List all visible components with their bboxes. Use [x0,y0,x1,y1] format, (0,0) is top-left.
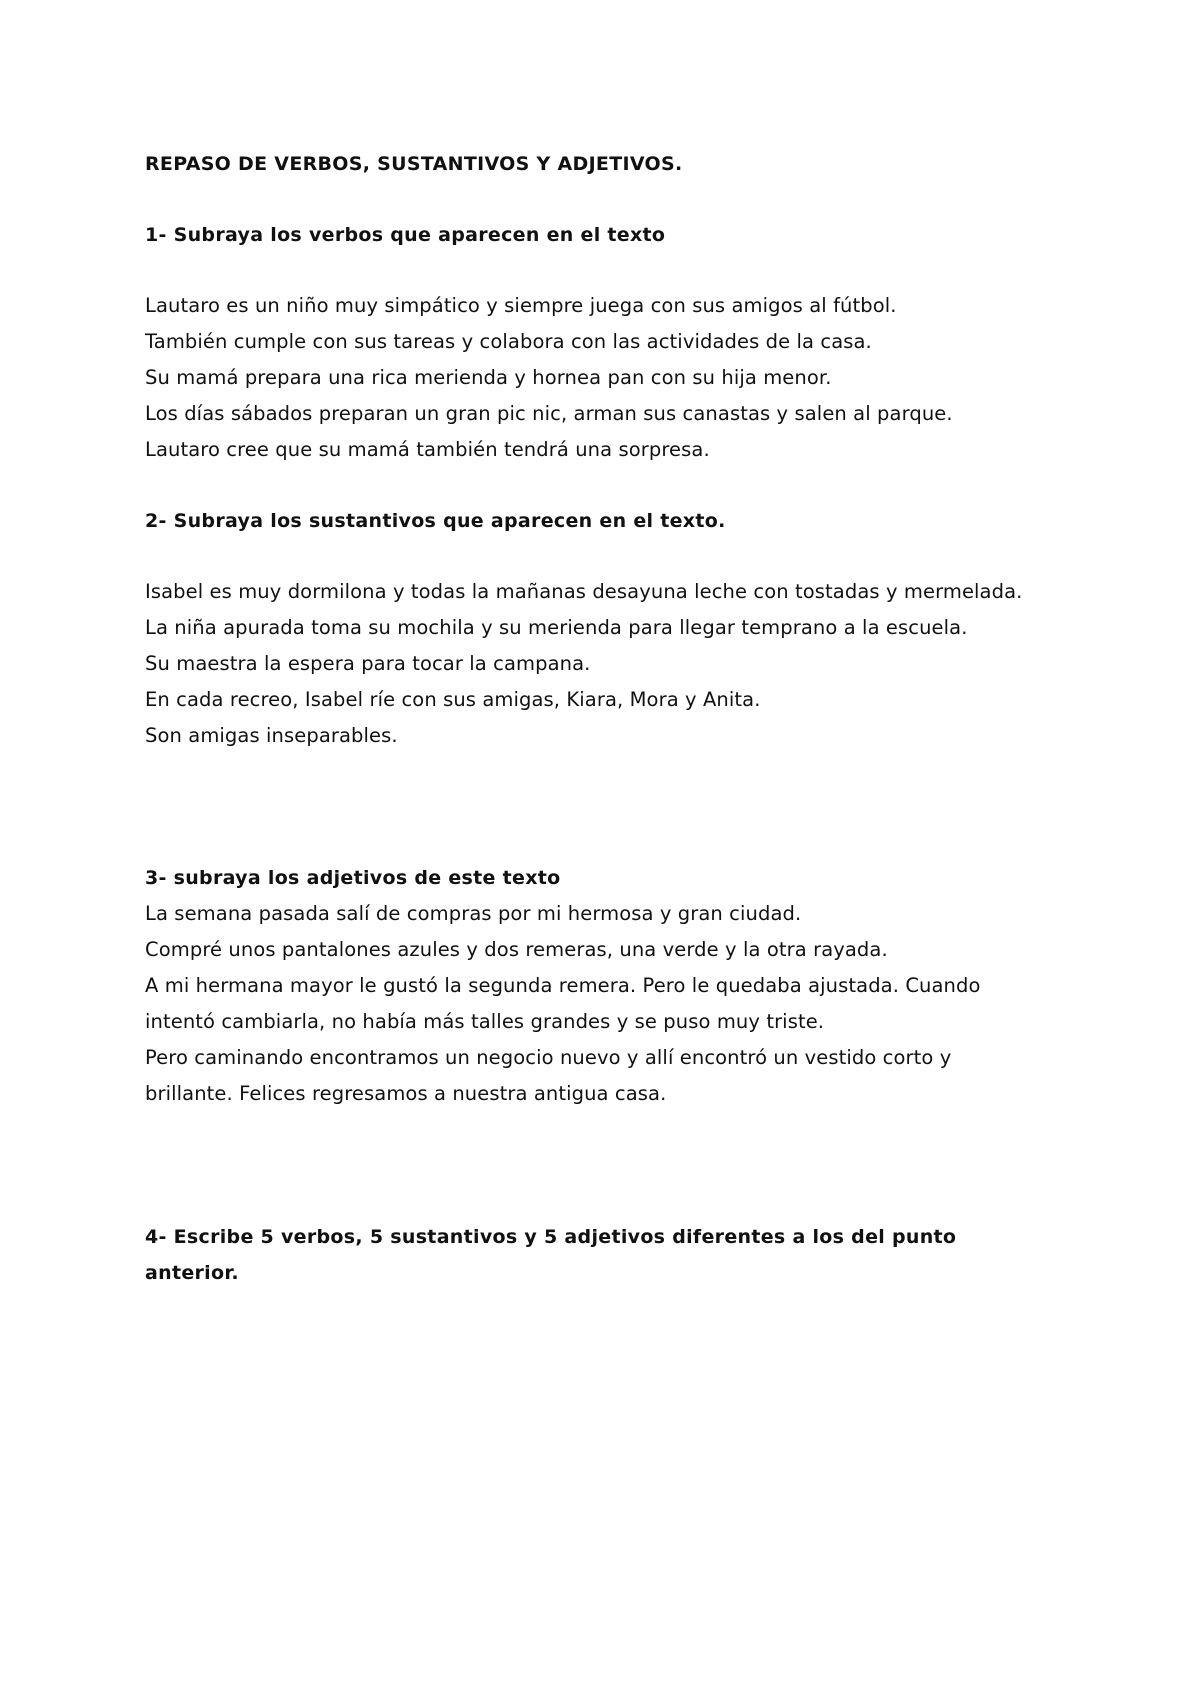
document-title: REPASO DE VERBOS, SUSTANTIVOS Y ADJETIVOS. [145,153,683,175]
text-line: En cada recreo, Isabel ríe con sus amigas, Kiara, Mora y Anita. [145,688,761,711]
text-line: brillante. Felices regresamos a nuestra antigua casa. [145,1082,667,1105]
text-line: Compré unos pantalones azules y dos remeras, una verde y la otra rayada. [145,938,888,961]
text-line: Su maestra la espera para tocar la campana. [145,652,591,675]
text-line: Su mamá prepara una rica merienda y hornea pan con su hija menor. [145,366,832,389]
title-block [145,146,1075,182]
text-line: Son amigas inseparables. [145,724,398,747]
section-4 [145,1219,975,1291]
section-1-text [145,288,1075,468]
text-line: Lautaro es un niño muy simpático y siempre juega con sus amigos al fútbol. [145,294,897,317]
section-3 [145,860,1075,896]
section-3-heading: 3- subraya los adjetivos de este texto [145,867,561,889]
section-1-heading: 1- Subraya los verbos que aparecen en el texto [145,224,666,246]
section-4-heading: 4- Escribe 5 verbos, 5 sustantivos y 5 adjetivos diferentes a los del punto anterior. [145,1226,957,1284]
text-line: Pero caminando encontramos un negocio nuevo y allí encontró un vestido corto y [145,1046,952,1069]
section-2-text [145,574,1075,754]
text-line: Lautaro cree que su mamá también tendrá una sorpresa. [145,438,710,461]
section-2-heading: 2- Subraya los sustantivos que aparecen en el texto. [145,510,726,532]
section-1 [145,217,1075,253]
text-line: Isabel es muy dormilona y todas la mañanas desayuna leche con tostadas y mermelada. [145,580,1023,603]
text-line: También cumple con sus tareas y colabora con las actividades de la casa. [145,330,872,353]
text-line: La niña apurada toma su mochila y su merienda para llegar temprano a la escuela. [145,616,968,639]
text-line: Los días sábados preparan un gran pic nic, arman sus canastas y salen al parque. [145,402,953,425]
section-2 [145,503,1075,539]
text-line: intentó cambiarla, no había más talles grandes y se puso muy triste. [145,1010,825,1033]
section-3-text [145,896,1075,1112]
text-line: A mi hermana mayor le gustó la segunda remera. Pero le quedaba ajustada. Cuando [145,974,981,997]
text-line: La semana pasada salí de compras por mi hermosa y gran ciudad. [145,902,802,925]
